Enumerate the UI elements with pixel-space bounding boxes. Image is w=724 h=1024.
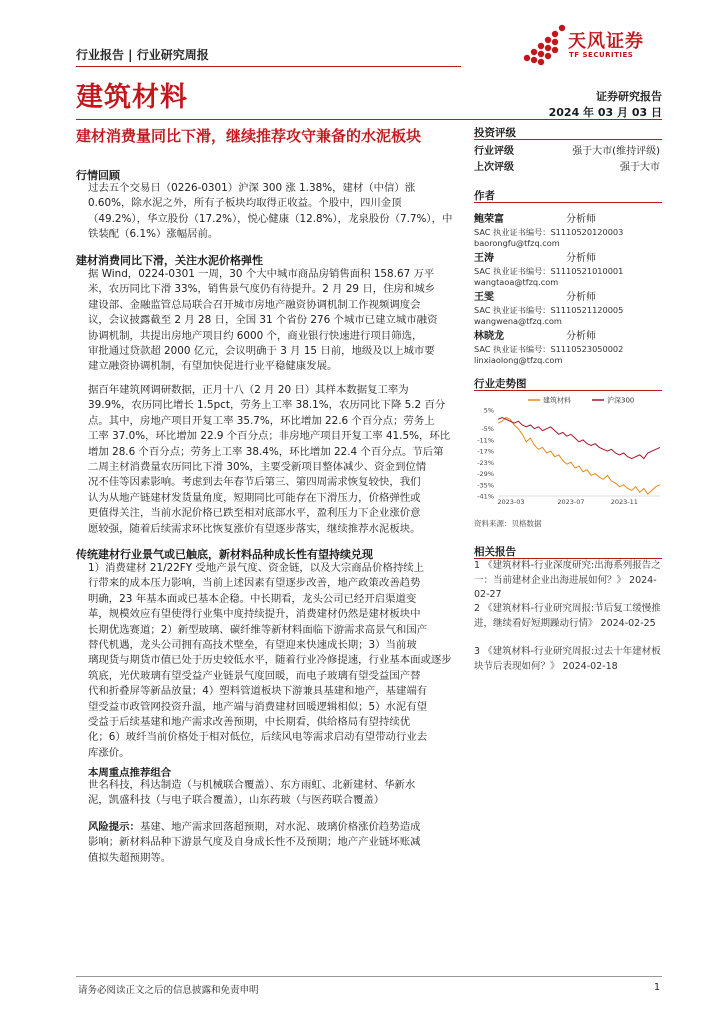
picks-line: 世名科技，科达制造（与机械联合覆盖）、东方雨虹、北新建材、华新水 [88, 779, 416, 791]
disclaimer-note: 请务必阅读正文之后的信息披露和免责申明 [78, 985, 259, 996]
y-tick-label: -35% [477, 481, 494, 490]
risk-line: 影响；新材料品种下游景气度及自身成长性不及预期；地产产业链坏账减 [88, 836, 421, 849]
outlook-line: 化；6）玻纤当前价格处于相对低位，后续风电等需求启动有望带动行业去 [88, 731, 428, 744]
authors-rule [474, 202, 662, 203]
y-tick-label: -17% [477, 447, 494, 456]
chart-source: 资料来源：贝格数据 [474, 519, 542, 528]
logo-text: 天风证券 [568, 31, 644, 52]
review-line: 0.60%，除水泥之外，所有子板块均取得正收益。个股中，四川金顶 [88, 197, 402, 210]
analyst-role: 分析师 [566, 331, 596, 342]
review-line: 铁装配（6.1%）涨幅居前。 [88, 228, 219, 241]
analyst-name: 鲍荣富 [474, 214, 504, 225]
x-tick-label: 2023-07 [557, 498, 585, 506]
sector-title: 建筑材料 [76, 82, 188, 113]
y-tick-label: -29% [477, 470, 494, 479]
resumption-line: 愿较强，随着后续需求环比恢复涨价有望逐步落实，继续推荐水泥板块。 [88, 522, 421, 535]
resumption-line: 39.9%，农历同比增长 1.5pct，劳务上工率 38.1%，农历同比下降 5.2 百分 [88, 399, 446, 412]
outlook-line: 库涨价。 [88, 746, 130, 759]
risk-paragraph [88, 820, 456, 866]
analyst-card [474, 207, 664, 248]
resumption-line: 认为从地产链建材发货量角度，短期同比可能存在下滑压力，价格弹性或 [88, 491, 421, 504]
authors-title: 作者 [474, 190, 495, 202]
demand-line: 建设部、金融监管总局联合召开城市房地产融资协调机制工作视频调度会 [88, 298, 421, 311]
legend-label: 建筑材料 [543, 396, 571, 405]
rating-value: 强于大市(维持评级) [572, 146, 660, 157]
analyst-email[interactable]: baorongfu@tfzq.com [474, 238, 560, 248]
review-title: 行情回顾 [76, 169, 120, 182]
outlook-line: 长期优选赛道；2）新型玻璃、碳纤维等新材料面临下游需求高景气和国产 [88, 623, 428, 636]
series-line-sector [498, 418, 660, 495]
outlook-line: 1）消费建材 21/22FY 受地产景气度、资金链，以及大宗商品价格持续上 [88, 562, 425, 574]
x-tick-label: 2023-03 [497, 498, 525, 506]
outlook-line: 代和折叠屏等新品放量；4）塑料管道板块下游兼具基建和地产，基建端有 [88, 685, 428, 698]
section-title-demand: 建材消费同比下滑，关注水泥价格弹性 [76, 254, 263, 267]
risk-line: 基建、地产需求回落超预期，对水泥、玻璃价格涨价趋势造成 [139, 821, 421, 833]
demand-line: 建立融资协调机制，有望加快促进行业平稳健康发展。 [88, 360, 338, 373]
demand-line: 审批通过贷款超 2000 亿元，会议明确于 3 月 15 日前，地级及以上城市要 [88, 345, 435, 358]
demand-line: 协调机制，共提出房地产项目约 6000 个，商业银行快速进行项目筛选， [88, 329, 423, 342]
rating-label: 上次评级 [474, 162, 514, 173]
analyst-license: SAC 执业证书编号：S1110521120005 [474, 305, 624, 315]
demand-line: 据 Wind，0224-0301 一周，30 个大中城市商品房销售面积 158.67 万平 [88, 268, 435, 280]
analyst-role: 分析师 [566, 292, 596, 303]
title-rule [76, 119, 662, 120]
demand-line: 议，会议披露截至 2 月 28 日，全国 31 个省份 276 个城市已建立城市融资 [88, 314, 438, 327]
analyst-email[interactable]: wangtaoa@tfzq.com [474, 277, 559, 287]
analyst-role: 分析师 [566, 214, 596, 225]
y-tick-label: 5% [483, 406, 494, 415]
rating-value: 强于大市 [620, 162, 660, 173]
review-paragraph [88, 181, 456, 243]
analyst-card [474, 324, 664, 365]
analyst-name: 王涛 [474, 253, 494, 264]
analyst-name: 林晓龙 [474, 331, 504, 342]
risk-line: 值拟失超预期等。 [88, 851, 172, 864]
headline: 建材消费量同比下滑，继续推荐攻守兼备的水泥板块 [76, 127, 422, 145]
rating-title: 投资评级 [474, 127, 516, 139]
analyst-email[interactable]: linxiaolong@tfzq.com [474, 355, 563, 365]
resumption-line: 更值得关注，当前水泥价格已跌至相对底部水平，盈利压力下企业涨价意 [88, 507, 421, 520]
document-date: 2024 年 03 月 03 日 [548, 106, 662, 119]
analyst-card [474, 246, 664, 287]
outlook-line: 受益于后续基建和地产需求改善预期，中长期看，供给格局有望持续优 [88, 716, 411, 729]
analyst-license: SAC 执业证书编号：S1110523050002 [474, 344, 624, 354]
document-kind: 证券研究报告 [596, 90, 662, 103]
outlook-line: 行带来的成本压力影响，当前上述因素有望逐步改善，地产政策改善趋势 [88, 577, 421, 590]
outlook-line: 明确，23 年基本面或已基本企稳。中长期看，龙头公司已经开启渠道变 [88, 592, 417, 605]
page-number: 1 [654, 982, 661, 993]
resumption-line: 况不佳等因素影响。考虑到去年春节后第三、第四周需求恢复较快，我们 [88, 476, 421, 489]
legend-label: 沪深300 [607, 396, 635, 405]
related-title: 相关报告 [474, 546, 516, 558]
review-line: （49.2%），华立股份（17.2%），悦心健康（12.8%），龙泉股份（7.7%），中 [88, 212, 453, 225]
analyst-card [474, 285, 664, 326]
footer-rule [76, 976, 662, 977]
related-report-link[interactable]: 3 《建筑材料-行业研究周报:过去十年建材板块节后表现如何？》 2024-02-18 [474, 646, 661, 672]
picks-title: 本周重点推荐组合 [88, 767, 172, 779]
analyst-license: SAC 执业证书编号：S1110521010001 [474, 266, 624, 276]
resumption-paragraph [88, 383, 456, 537]
rating-row [474, 158, 660, 173]
analyst-name: 王雯 [474, 292, 494, 303]
rating-label: 行业评级 [474, 146, 514, 157]
section-title-outlook: 传统建材行业景气或已触底，新材料品种成长性有望持续兑现 [76, 548, 373, 561]
risk-label: 风险提示： [88, 821, 140, 833]
review-line: 过去五个交易日（0226-0301）沪深 300 涨 1.38%，建材（中信）涨 [88, 182, 416, 194]
resumption-line: 据百年建筑网调研数据，正月十八（2 月 20 日）其样本数据复工率为 [88, 384, 409, 396]
resumption-line: 二周主材消费量农历同比下滑 30%，主要受新项目整体减少、资金到位情 [88, 461, 427, 474]
resumption-line: 工率 37.0%，环比增加 22.9 个百分点；非房地产项目开复工率 41.5%，环比 [88, 430, 451, 443]
picks-paragraph [88, 778, 456, 809]
outlook-line: 筑底，光伏玻璃有望受益产业链景气度回暖，而电子玻璃有望受益国产替 [88, 669, 421, 682]
outlook-line: 替代机遇，龙头公司拥有高技术壁垒，有望迎来快速成长期；3）当前玻 [88, 639, 417, 652]
analyst-role: 分析师 [566, 253, 596, 264]
trend-rule [474, 390, 662, 391]
resumption-line: 点。其中，房地产项目开复工率 35.7%，环比增加 22.6 个百分点；劳务上 [88, 414, 435, 427]
outlook-line: 望受益市政管网投资升温，地产端与消费建材回暖逻辑相似；5）水泥有望 [88, 700, 428, 713]
trend-chart [474, 392, 664, 510]
outlook-line: 璃现货与期货市值已处于历史较低水平，随着行业冷修提速，行业基本面或逐步 [88, 654, 452, 667]
rating-rule [474, 139, 662, 140]
outlook-paragraph [88, 561, 456, 761]
demand-paragraph [88, 267, 456, 375]
report-type: 行业报告 | 行业研究周报 [76, 48, 209, 62]
y-tick-label: -11% [477, 436, 494, 445]
resumption-line: 增加 28.6 个百分点；劳务上工率 38.4%，环比增加 22.4 个百分点。节后第 [88, 445, 444, 458]
related-report-link[interactable]: 1 《建筑材料-行业深度研究:出海系列报告之一：当前建材企业出海进展如何？》 2024-02-27 [474, 560, 661, 600]
y-tick-label: -23% [477, 458, 494, 467]
rating-row [474, 142, 660, 157]
related-report-link[interactable]: 2 《建筑材料-行业研究周报:节后复工缓慢推进，继续看好短期躁动行情》 2024-02-25 [474, 603, 661, 629]
series-line-index [498, 418, 660, 459]
analyst-email[interactable]: wangwena@tfzq.com [474, 316, 562, 326]
logo-subtext: TF SECURITIES [569, 51, 634, 59]
y-tick-label: -41% [477, 492, 494, 501]
x-tick-label: 2023-11 [610, 498, 638, 506]
outlook-line: 革，规模效应有望使得行业集中度持续提升，消费建材仍然是建材板块中 [88, 608, 421, 621]
y-tick-label: -5% [481, 425, 494, 434]
demand-line: 米，农历同比下滑 33%，销售景气度仍有待提升。2 月 29 日，住房和城乡 [88, 283, 436, 296]
picks-line: 泥，凯盛科技（与电子联合覆盖），山东药玻（与医药联合覆盖） [88, 794, 385, 807]
analyst-license: SAC 执业证书编号：S1110520120003 [474, 227, 624, 237]
header-rule [76, 66, 461, 67]
trend-title: 行业走势图 [474, 378, 527, 390]
